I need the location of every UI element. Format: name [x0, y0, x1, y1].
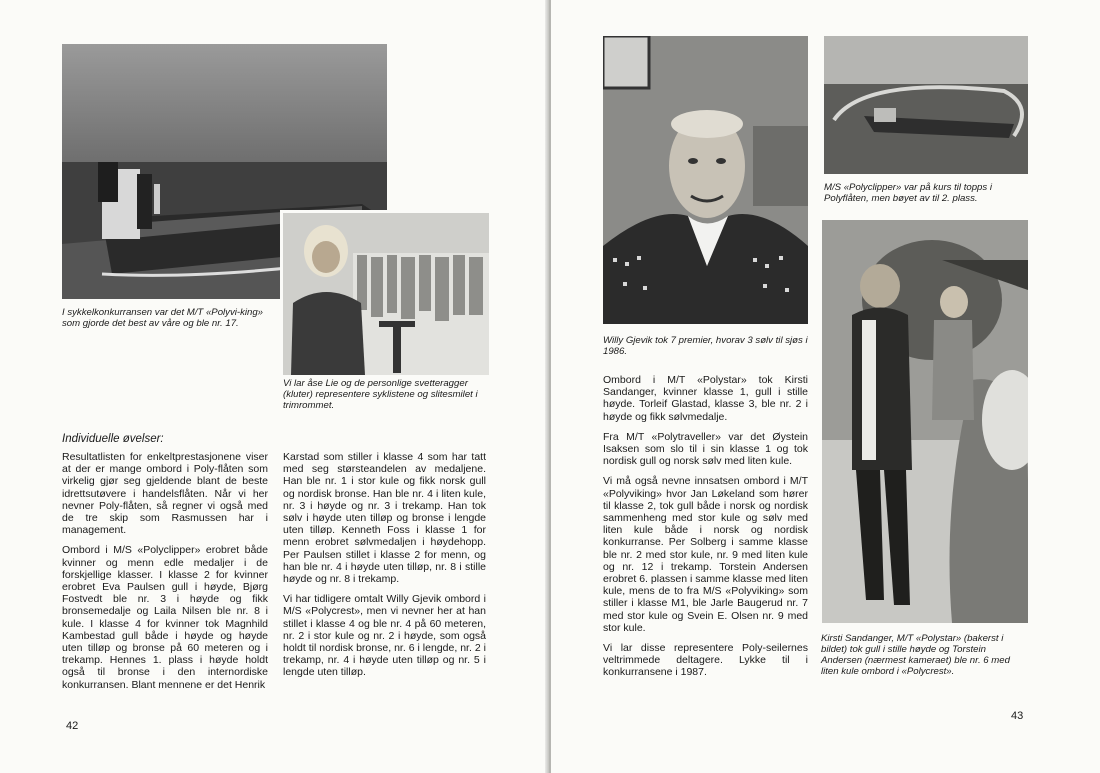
- ship-turning-caption: M/S «Polyclipper» var på kurs til topps i Polyflåten, men bøyet av til 2. plass.: [824, 182, 992, 204]
- deck-photo-caption: Kirsti Sandanger, M/T «Polystar» (bakerst i bildet) tok gull i stille høyde og Torstein Andersen (nærmest kameraet) ble nr. 6 med liten kule ombord i «Polycrest».: [821, 633, 1010, 677]
- section-heading: Individuelle øvelser:: [62, 433, 164, 445]
- ship-photo-caption: I sykkelkonkurransen var det M/T «Polyvi-king» som gjorde det best av våre og ble nr. 17.: [62, 307, 264, 329]
- left-page: [0, 0, 549, 773]
- paragraph: Resultatlisten for enkeltprestasjonene viser at der er mange ombord i Poly-flåten som virkelig gjør seg gjeldende blant de beste idrettsutøvere i handelsflåten. Når vi her nevner Poly-flåten, så regner vi også med de tre skip som Rasmussen har i management.: [62, 451, 268, 537]
- paragraph: Ombord i M/T «Polystar» tok Kirsti Sandanger, kvinner klasse 1, gull i stille høyde. Torleif Glastad, klasse 3, ble nr. 2 i høyde og fikk sølvmedalje.: [603, 374, 808, 423]
- paragraph: Vi har tidligere omtalt Willy Gjevik ombord i M/S «Polycrest», men vi nevner her at han stillet i klasse 4 og ble nr. 4 på 60 meteren, nr. 2 i stor kule og nr. 2 i høyde, som også holdt til nordisk bronse, nr. 6 i lengde, nr. 2 i trekamp, nr. 4 i høyde uten tilløp og nr. 5 i lengde uten tilløp.: [283, 593, 486, 679]
- woman-photo-caption: Vi lar åse Lie og de personlige svetteragger (kluter) representere syklistene og slitesmilet i trimrommet.: [283, 378, 478, 411]
- left-column-1: [62, 451, 268, 699]
- left-column-2: [283, 451, 486, 687]
- paragraph: Fra M/T «Polytraveller» var det Øystein Isaksen som slo til i sin klasse 1 og tok nordisk gull og norsk sølv med liten kule.: [603, 430, 808, 468]
- deck-photo: [822, 220, 1028, 623]
- portrait-caption: Willy Gjevik tok 7 premier, hvorav 3 sølv til sjøs i 1986.: [603, 335, 808, 357]
- ship-turning-photo: [824, 36, 1028, 174]
- page-number-left: 42: [66, 720, 79, 732]
- portrait-photo: [603, 36, 808, 324]
- paragraph: Vi lar disse representere Poly-seilernes veltrimmede deltagere. Lykke til i konkurransene i 1987.: [603, 642, 808, 679]
- paragraph: Karstad som stiller i klasse 4 som har tatt med seg størsteandelen av medaljene. Han ble nr. 1 i stor kule og fikk norsk gull og nordisk bronse. Han ble nr. 4 i liten kule, nr. 3 i høyde og nr. 3 i trekamp. Han tok sølv i høyde uten tilløp og bronse i lengde uten tilløp. Kenneth Foss i klasse 1 for menn erobret sølvmedaljen i høydehopp. Per Paulsen stillet i klasse 2 for menn, og han ble nr. 4 i høyde uten tilløp, nr. 8 i stille høyde og nr. 8 i trekamp.: [283, 451, 486, 586]
- right-page: [551, 0, 1100, 773]
- woman-photo: [280, 210, 492, 378]
- paragraph: Vi må også nevne innsatsen ombord i M/T «Polyviking» hvor Jan Løkeland som hører til klasse 2, tok gull både i norsk og nordisk sammenheng med stor kule og sølv med liten kule både i norsk og nordisk konkurranse. Per Solberg i samme klasse ble nr. 2 med stor kule, nr. 9 med liten kule og nr. 12 i trekamp. Torstein Andersen erobret 6. plassen i samme klasse med liten kule, mens de to fra M/S «Polyviking» som stiller i klasse M1, ble Jarle Baugerud nr. 7 med stor kule og Svein E. Olsen nr. 9 med stor kule.: [603, 475, 808, 634]
- paragraph: Ombord i M/S «Polyclipper» erobret både kvinner og menn edle medaljer i de forskjellige klasser. I klasse 2 for kvinner erobret Eva Paulsen gull i høyde, Bjørg Fostvedt ble nr. 3 i høyde og fikk bronsemedalje og Laila Nilsen ble nr. 8 i kule. I klasse 4 for kvinner tok Magnhild Kambestad gull både i høyde og høyde uten tilløp og bronse på 60 meteren og i trekamp. Hennes 1. plass i høyde holdt også til bronse i den internordiske konkurransen. Blant mennene er det Henrik: [62, 544, 268, 691]
- right-column: [603, 374, 808, 687]
- page-number-right: 43: [1011, 710, 1024, 722]
